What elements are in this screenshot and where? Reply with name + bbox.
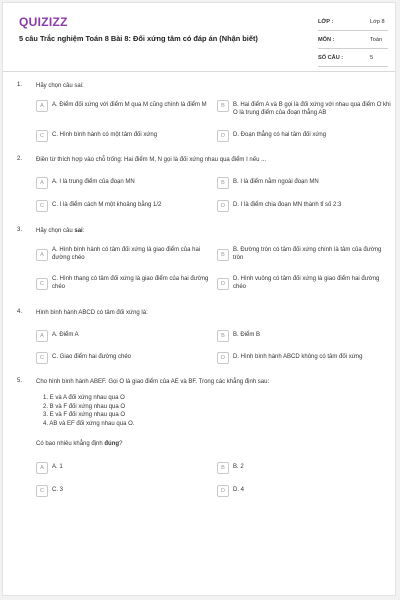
option-text: D. Hình bình hành ABCD không có tâm đối xứng [233, 354, 363, 360]
worksheet-page [2, 2, 396, 596]
option-letter-box: C [36, 200, 48, 212]
meta-value: 5 [370, 55, 374, 61]
meta-key: MÔN : [318, 37, 335, 43]
option-letter-box: C [36, 485, 48, 497]
question-number: 1. [17, 82, 23, 88]
option-letter-box: B [217, 462, 229, 474]
option-text: B. 2 [233, 464, 244, 470]
option-letter-box: B [217, 249, 229, 261]
option-text: D. I là điểm chia đoạn MN thành tỉ số 2:3 [233, 202, 342, 208]
option-text: D. Hình vuông có tâm đối xứng là giao điểm hai đường chéo [233, 276, 380, 290]
meta-row-count [318, 49, 388, 67]
option-letter-box: D [217, 352, 229, 364]
option-text: A. I là trung điểm của đoạn MN [52, 179, 135, 185]
option-text: A. 1 [52, 464, 63, 470]
worksheet-title: 5 câu Trắc nghiệm Toán 8 Bài 8: Đối xứng tâm có đáp án (Nhận biết) [19, 34, 258, 43]
question-text: Hình bình hành ABCD có tâm đối xứng là: [36, 310, 148, 316]
question-text-prefix: Hãy chọn câu [36, 228, 75, 234]
question-text: Điền từ thích hợp vào chỗ trống: Hai điểm M, N gọi là đối xứng nhau qua điểm I nếu ... [36, 157, 267, 163]
option-letter-box: B [217, 177, 229, 189]
question-text: Hãy chọn câu sai: [36, 83, 84, 89]
question-text [36, 227, 386, 235]
meta-key: SỐ CÂU : [318, 55, 344, 61]
option-text: D. 4 [233, 487, 245, 493]
statement-item: 1. E và A đối xứng nhau qua O [43, 395, 125, 401]
worksheet-header [3, 3, 395, 72]
quizizz-logo: QUIZIZZ [19, 15, 68, 29]
option-letter-box: D [217, 200, 229, 212]
option-letter-box: C [36, 278, 48, 290]
subtext-emphasis: đúng [104, 441, 120, 447]
option-letter-box: A [36, 249, 48, 261]
option-letter-box: C [36, 352, 48, 364]
option-letter-box: C [36, 130, 48, 142]
question-text-emphasis: sai [74, 228, 83, 234]
option-letter-box: B [217, 100, 229, 112]
question-number: 3. [17, 227, 23, 233]
meta-key: LỚP : [318, 19, 334, 25]
statement-item: 3. E và F đối xứng nhau qua O [43, 412, 126, 419]
statement-item: 4. AB và EF đối xứng nhau qua O. [43, 420, 135, 427]
meta-value: Toán [370, 37, 383, 43]
option-text: B. Đường tròn có tâm đối xứng chính là tâm của đường tròn [233, 247, 382, 261]
option-text: A. Điểm A [52, 332, 79, 338]
option-letter-box: A [36, 462, 48, 474]
subtext-prefix: Có bao nhiêu khẳng định [36, 441, 105, 447]
meta-row-class [318, 13, 388, 31]
option-letter-box: A [36, 177, 48, 189]
option-text: C. Hình bình hành có một tâm đối xứng [52, 132, 158, 138]
statement-item: 2. B và F đối xứng nhau qua O [43, 403, 126, 410]
option-text: B. Hai điểm A và B gọi là đối xứng với nhau qua điểm O khi O là trung điểm của đoạn thẳng AB [233, 102, 391, 116]
option-letter-box: D [217, 278, 229, 290]
question-subtext [36, 441, 336, 447]
option-text: C. 3 [52, 487, 64, 493]
option-text: B. Điểm B [233, 332, 261, 338]
subtext-suffix: ? [119, 441, 123, 447]
statement-list [43, 394, 343, 428]
question-number: 4. [17, 309, 23, 315]
option-text: C. I là điểm cách M một khoảng bằng 1/2 [52, 202, 162, 208]
option-text: C. Giao điểm hai đường chéo [52, 354, 131, 360]
option-text: C. Hình thang có tâm đối xứng là giao điểm của hai đường chéo [52, 276, 209, 290]
option-letter-box: D [217, 485, 229, 497]
question-text: Cho hình bình hành ABEF. Gọi O là giao điểm của AE và BF. Trong các khẳng định sau: [36, 379, 270, 385]
option-letter-box: A [36, 330, 48, 342]
option-letter-box: B [217, 330, 229, 342]
question-number: 2. [17, 156, 23, 162]
option-text: A. Hình bình hành có tâm đối xứng là giao điểm của hai đường chéo [52, 247, 201, 261]
question-text-suffix: : [82, 228, 85, 234]
option-letter-box: D [217, 130, 229, 142]
question-number: 5. [17, 378, 23, 384]
option-text: A. Điểm đối xứng với điểm M qua M cũng chính là điểm M [52, 102, 207, 108]
meta-value: Lớp 8 [370, 19, 385, 25]
option-text: B. I là điểm nằm ngoài đoạn MN [233, 179, 319, 185]
option-text: D. Đoạn thẳng có hai tâm đối xứng [233, 132, 327, 138]
meta-table [318, 13, 388, 67]
meta-row-subject [318, 31, 388, 49]
option-letter-box: A [36, 100, 48, 112]
